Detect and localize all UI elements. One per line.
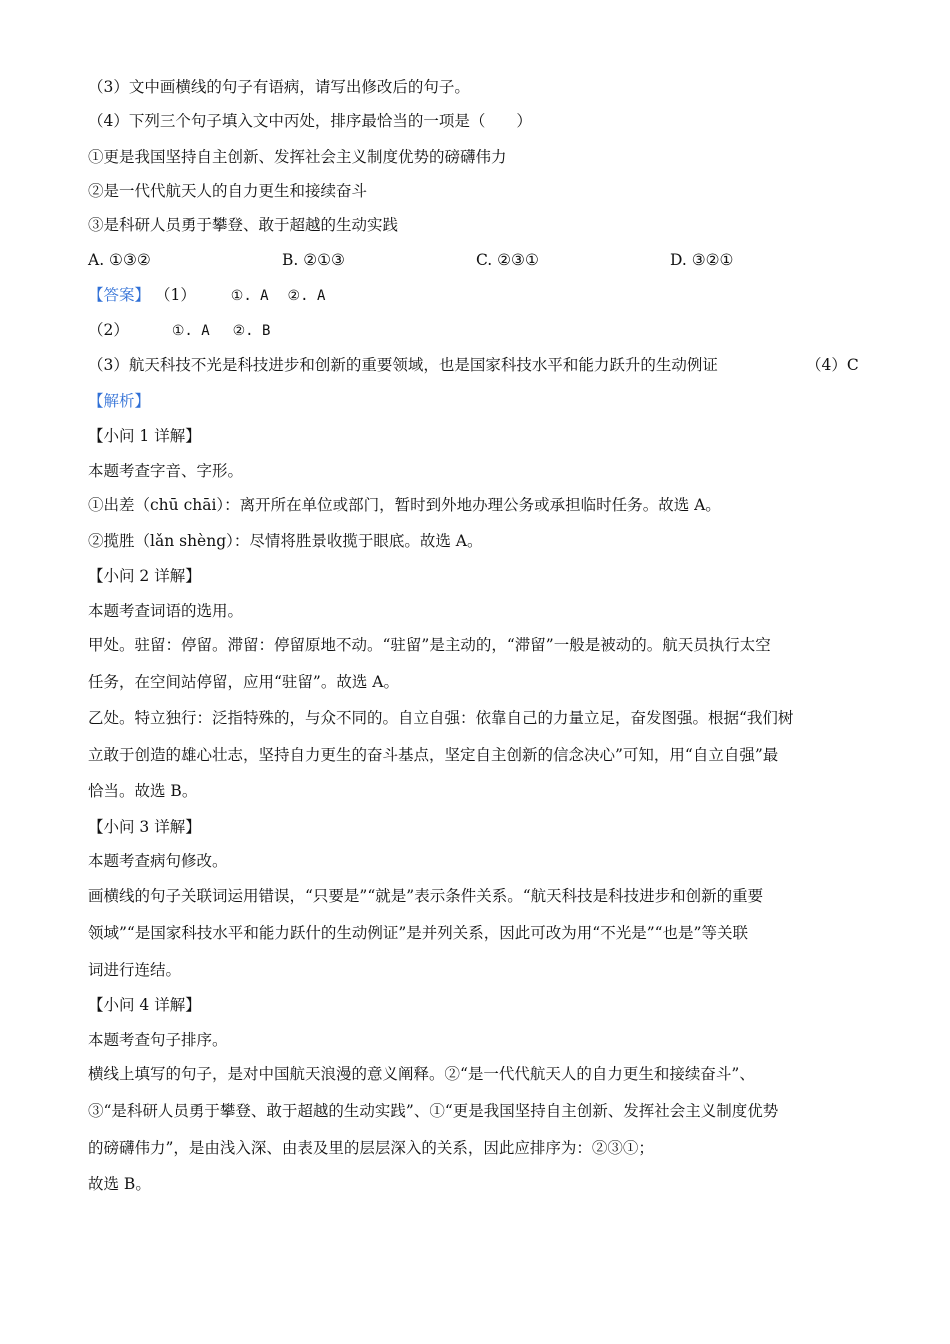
detail-4-paragraph: 故选 B。: [88, 1175, 151, 1193]
sentence-2: ②是一代代航天人的自力更生和接续奋斗: [88, 182, 368, 200]
detail-1-paragraph: ①出差（chū chāi）：离开所在单位或部门，暂时到外地办理公务或承担临时任务。故选 A。: [88, 496, 721, 514]
answer-3: （3）航天科技不光是科技进步和创新的重要领域，也是国家科技水平和能力跃升的生动例证: [88, 356, 718, 374]
answer-1-label: （1）: [154, 286, 196, 304]
detail-3-paragraph: 词进行连结。: [88, 961, 182, 979]
answer-line-2: [88, 320, 270, 341]
option-d: D. ③②①: [670, 251, 734, 269]
answer-2-b: ②. B: [232, 323, 271, 339]
option-a: A. ①③②: [88, 251, 151, 269]
answer-1-a: ①. A: [230, 288, 269, 304]
detail-2-paragraph: 甲处。驻留：停留。滞留：停留原地不动。“驻留”是主动的，“滞留”一般是被动的。航天员执行太空: [88, 636, 771, 654]
detail-3-paragraph: 画横线的句子关联词运用错误，“只要是”“就是”表示条件关系。“航天科技是科技进步和创新的重要: [88, 887, 764, 905]
detail-4-paragraph: 的磅礴伟力”，是由浅入深、由表及里的层层深入的关系，因此应排序为：②③①；: [88, 1139, 654, 1157]
answer-tag: 【答案】: [88, 286, 151, 304]
detail-1-paragraph: ②揽胜（lǎn shèng）：尽情将胜景收揽于眼底。故选 A。: [88, 532, 483, 550]
analysis-tag: 【解析】: [88, 392, 151, 410]
detail-3-paragraph: 本题考查病句修改。: [88, 852, 228, 870]
detail-3-title: 【小问 3 详解】: [88, 818, 201, 836]
detail-4-paragraph: ③“是科研人员勇于攀登、敢于超越的生动实践”、①“更是我国坚持自主创新、发挥社会主义制度优势: [88, 1102, 779, 1120]
detail-2-paragraph: 本题考查词语的选用。: [88, 602, 244, 620]
detail-4-paragraph: 横线上填写的句子，是对中国航天浪漫的意义阐释。②“是一代代航天人的自力更生和接续奋斗”、: [88, 1065, 755, 1083]
detail-2-paragraph: 乙处。特立独行：泛指特殊的，与众不同的。自立自强：依靠自己的力量立足，奋发图强。根据“我们树: [88, 709, 794, 727]
answer-2-a: ①. A: [171, 323, 210, 339]
detail-1-title: 【小问 1 详解】: [88, 427, 201, 445]
sentence-1: ①更是我国坚持自主创新、发挥社会主义制度优势的磅礴伟力: [88, 148, 507, 166]
detail-4-paragraph: 本题考查句子排序。: [88, 1031, 228, 1049]
detail-3-paragraph: 领域”“是国家科技水平和能力跃什的生动例证”是并列关系，因此可改为用“不光是”“也是”等关联: [88, 924, 748, 942]
sentence-3: ③是科研人员勇于攀登、敢于超越的生动实践: [88, 216, 399, 234]
detail-2-paragraph: 立敢于创造的雄心壮志，坚持自力更生的奋斗基点，坚定自主创新的信念决心”可知，用“自立自强”最: [88, 746, 779, 764]
detail-2-paragraph: 任务，在空间站停留，应用“驻留”。故选 A。: [88, 673, 399, 691]
detail-1-paragraph: 本题考查字音、字形。: [88, 462, 244, 480]
answer-2-label: （2）: [88, 321, 129, 339]
detail-2-paragraph: 恰当。故选 B。: [88, 782, 198, 800]
option-b: B. ②①③: [282, 251, 345, 269]
answer-line-1: [88, 285, 325, 306]
question-3: （3）文中画横线的句子有语病，请写出修改后的句子。: [88, 78, 470, 96]
detail-4-title: 【小问 4 详解】: [88, 996, 201, 1014]
question-4: （4）下列三个句子填入文中丙处，排序最恰当的一项是（ ）: [88, 112, 532, 130]
answer-4: （4）C: [806, 356, 859, 374]
option-c: C. ②③①: [476, 251, 539, 269]
answer-1-b: ②. A: [287, 288, 326, 304]
detail-2-title: 【小问 2 详解】: [88, 567, 201, 585]
